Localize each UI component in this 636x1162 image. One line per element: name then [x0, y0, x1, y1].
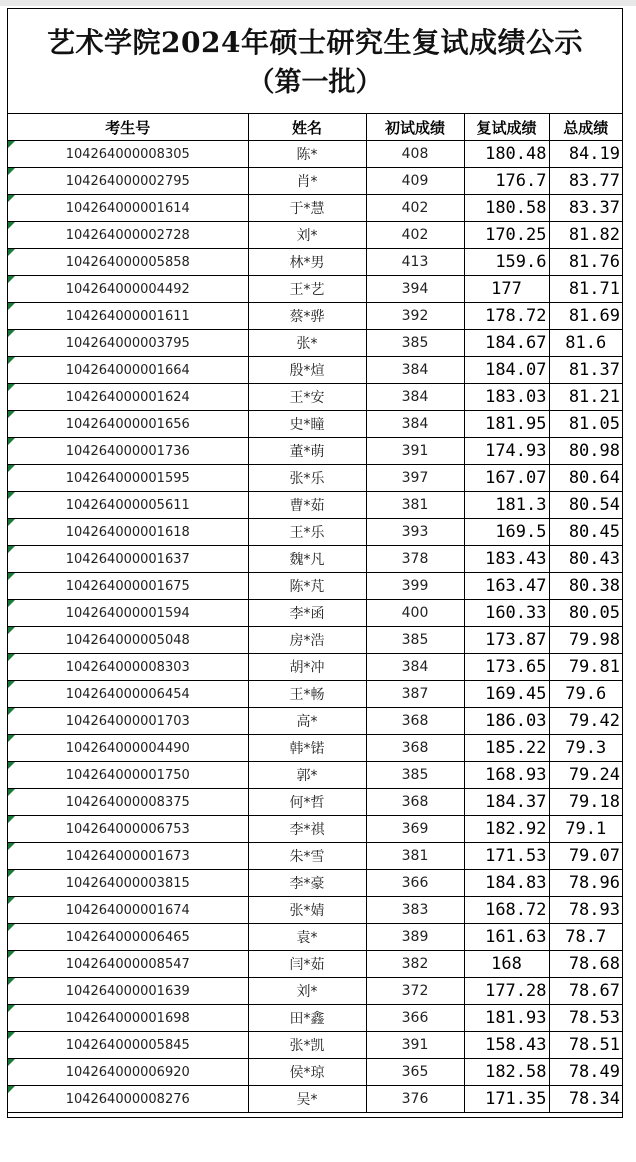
cell-exam-id[interactable]: 104264000004490	[8, 735, 248, 762]
table-row	[8, 627, 622, 654]
cell-total-score[interactable]: 83.77	[549, 168, 622, 195]
table-row	[8, 708, 622, 735]
cell-exam-id[interactable]: 104264000001674	[8, 897, 248, 924]
table-row	[8, 1059, 622, 1086]
table-row	[8, 411, 622, 438]
table-row	[8, 438, 622, 465]
table-row	[8, 951, 622, 978]
table-row	[8, 330, 622, 357]
cell-exam-id[interactable]: 104264000006454	[8, 681, 248, 708]
table-row	[8, 303, 622, 330]
cell-retest-score[interactable]: 171.35	[464, 1086, 549, 1113]
cell-initial-score[interactable]: 368	[366, 735, 464, 762]
cell-name[interactable]: 田*鑫	[248, 1005, 366, 1032]
cell-initial-score[interactable]: 366	[366, 870, 464, 897]
cell-name[interactable]: 韩*锘	[248, 735, 366, 762]
cell-retest-score[interactable]: 169.45	[464, 681, 549, 708]
cell-initial-score[interactable]: 408	[366, 141, 464, 168]
cell-total-score[interactable]: 78.7	[549, 924, 622, 951]
cell-name[interactable]: 郭*	[248, 762, 366, 789]
score-sheet	[7, 8, 623, 1118]
cell-retest-score[interactable]: 171.53	[464, 843, 549, 870]
cell-initial-score[interactable]: 384	[366, 654, 464, 681]
cell-name[interactable]: 李*豪	[248, 870, 366, 897]
cell-exam-id[interactable]: 104264000008547	[8, 951, 248, 978]
table-row	[8, 924, 622, 951]
cell-name[interactable]: 王*艺	[248, 276, 366, 303]
col-header-initial-score[interactable]: 初试成绩	[366, 114, 464, 141]
cell-name[interactable]: 刘*	[248, 222, 366, 249]
cell-retest-score[interactable]: 168.93	[464, 762, 549, 789]
table-row	[8, 573, 622, 600]
cell-exam-id[interactable]: 104264000003795	[8, 330, 248, 357]
top-strip	[0, 0, 636, 6]
table-row	[8, 681, 622, 708]
cell-name[interactable]: 何*哲	[248, 789, 366, 816]
sheet-tail	[8, 1113, 622, 1117]
cell-total-score[interactable]: 81.05	[549, 411, 622, 438]
cell-total-score[interactable]: 79.81	[549, 654, 622, 681]
cell-total-score[interactable]: 79.24	[549, 762, 622, 789]
cell-retest-score[interactable]: 159.6	[464, 249, 549, 276]
cell-exam-id[interactable]: 104264000001673	[8, 843, 248, 870]
cell-total-score[interactable]: 78.67	[549, 978, 622, 1005]
cell-initial-score[interactable]: 387	[366, 681, 464, 708]
table-row	[8, 141, 622, 168]
cell-retest-score[interactable]: 183.03	[464, 384, 549, 411]
cell-total-score[interactable]: 84.19	[549, 141, 622, 168]
cell-retest-score[interactable]: 182.92	[464, 816, 549, 843]
cell-name[interactable]: 陈*芃	[248, 573, 366, 600]
table-row	[8, 816, 622, 843]
score-table-body	[8, 141, 622, 1113]
cell-exam-id[interactable]: 104264000001614	[8, 195, 248, 222]
cell-retest-score[interactable]: 182.58	[464, 1059, 549, 1086]
cell-retest-score[interactable]: 180.58	[464, 195, 549, 222]
cell-name[interactable]: 张*	[248, 330, 366, 357]
cell-name[interactable]: 刘*	[248, 978, 366, 1005]
col-header-total-score[interactable]: 总成绩	[549, 114, 622, 141]
cell-retest-score[interactable]: 176.7	[464, 168, 549, 195]
table-row	[8, 276, 622, 303]
cell-name[interactable]: 王*安	[248, 384, 366, 411]
table-row	[8, 222, 622, 249]
cell-name[interactable]: 高*	[248, 708, 366, 735]
cell-total-score[interactable]: 83.37	[549, 195, 622, 222]
cell-name[interactable]: 袁*	[248, 924, 366, 951]
cell-total-score[interactable]: 81.71	[549, 276, 622, 303]
cell-initial-score[interactable]: 385	[366, 330, 464, 357]
cell-name[interactable]: 陈*	[248, 141, 366, 168]
cell-total-score[interactable]: 79.98	[549, 627, 622, 654]
cell-name[interactable]: 张*婧	[248, 897, 366, 924]
cell-exam-id[interactable]: 104264000001664	[8, 357, 248, 384]
table-row	[8, 168, 622, 195]
table-row	[8, 519, 622, 546]
cell-name[interactable]: 魏*凡	[248, 546, 366, 573]
cell-exam-id[interactable]: 104264000005845	[8, 1032, 248, 1059]
cell-total-score[interactable]: 78.49	[549, 1059, 622, 1086]
table-row	[8, 978, 622, 1005]
header-row	[8, 114, 622, 141]
cell-retest-score[interactable]: 180.48	[464, 141, 549, 168]
cell-exam-id[interactable]: 104264000001750	[8, 762, 248, 789]
cell-initial-score[interactable]: 391	[366, 1032, 464, 1059]
cell-retest-score[interactable]: 161.63	[464, 924, 549, 951]
cell-exam-id[interactable]: 104264000005611	[8, 492, 248, 519]
cell-retest-score[interactable]: 184.37	[464, 789, 549, 816]
cell-total-score[interactable]: 79.42	[549, 708, 622, 735]
cell-exam-id[interactable]: 104264000008303	[8, 654, 248, 681]
table-row	[8, 654, 622, 681]
cell-name[interactable]: 林*男	[248, 249, 366, 276]
table-row	[8, 789, 622, 816]
cell-initial-score[interactable]: 402	[366, 222, 464, 249]
cell-total-score[interactable]: 78.34	[549, 1086, 622, 1113]
col-header-exam-id[interactable]: 考生号	[8, 114, 248, 141]
cell-retest-score[interactable]: 160.33	[464, 600, 549, 627]
cell-name[interactable]: 王*畅	[248, 681, 366, 708]
cell-exam-id[interactable]: 104264000004492	[8, 276, 248, 303]
cell-total-score[interactable]: 79.3	[549, 735, 622, 762]
cell-exam-id[interactable]: 104264000001703	[8, 708, 248, 735]
cell-name[interactable]: 李*函	[248, 600, 366, 627]
cell-name[interactable]: 王*乐	[248, 519, 366, 546]
cell-initial-score[interactable]: 384	[366, 411, 464, 438]
cell-name[interactable]: 朱*雪	[248, 843, 366, 870]
cell-total-score[interactable]: 80.38	[549, 573, 622, 600]
cell-exam-id[interactable]: 104264000001639	[8, 978, 248, 1005]
cell-retest-score[interactable]: 177	[464, 276, 549, 303]
cell-exam-id[interactable]: 104264000001624	[8, 384, 248, 411]
cell-retest-score[interactable]: 185.22	[464, 735, 549, 762]
cell-total-score[interactable]: 79.18	[549, 789, 622, 816]
cell-exam-id[interactable]: 104264000001675	[8, 573, 248, 600]
cell-initial-score[interactable]: 402	[366, 195, 464, 222]
cell-name[interactable]: 胡*冲	[248, 654, 366, 681]
cell-initial-score[interactable]: 381	[366, 843, 464, 870]
cell-exam-id[interactable]: 104264000008276	[8, 1086, 248, 1113]
table-row	[8, 492, 622, 519]
cell-exam-id[interactable]: 104264000005048	[8, 627, 248, 654]
cell-initial-score[interactable]: 368	[366, 789, 464, 816]
cell-name[interactable]: 房*浩	[248, 627, 366, 654]
cell-exam-id[interactable]: 104264000002728	[8, 222, 248, 249]
cell-retest-score[interactable]: 184.83	[464, 870, 549, 897]
table-row	[8, 600, 622, 627]
cell-total-score[interactable]: 79.6	[549, 681, 622, 708]
cell-initial-score[interactable]: 385	[366, 627, 464, 654]
cell-initial-score[interactable]: 409	[366, 168, 464, 195]
cell-retest-score[interactable]: 173.87	[464, 627, 549, 654]
cell-retest-score[interactable]: 167.07	[464, 465, 549, 492]
cell-retest-score[interactable]: 178.72	[464, 303, 549, 330]
cell-retest-score[interactable]: 184.67	[464, 330, 549, 357]
cell-total-score[interactable]: 81.21	[549, 384, 622, 411]
cell-retest-score[interactable]: 173.65	[464, 654, 549, 681]
cell-total-score[interactable]: 78.51	[549, 1032, 622, 1059]
cell-initial-score[interactable]: 399	[366, 573, 464, 600]
cell-name[interactable]: 于*慧	[248, 195, 366, 222]
cell-exam-id[interactable]: 104264000006465	[8, 924, 248, 951]
cell-exam-id[interactable]: 104264000001595	[8, 465, 248, 492]
cell-exam-id[interactable]: 104264000002795	[8, 168, 248, 195]
cell-name[interactable]: 张*乐	[248, 465, 366, 492]
cell-initial-score[interactable]: 385	[366, 762, 464, 789]
cell-exam-id[interactable]: 104264000001698	[8, 1005, 248, 1032]
cell-total-score[interactable]: 80.54	[549, 492, 622, 519]
cell-name[interactable]: 肖*	[248, 168, 366, 195]
table-row	[8, 870, 622, 897]
cell-name[interactable]: 史*瞳	[248, 411, 366, 438]
cell-name[interactable]: 董*萌	[248, 438, 366, 465]
cell-exam-id[interactable]: 104264000001618	[8, 519, 248, 546]
col-header-name[interactable]: 姓名	[248, 114, 366, 141]
table-row	[8, 384, 622, 411]
cell-retest-score[interactable]: 181.3	[464, 492, 549, 519]
score-table	[8, 114, 622, 1113]
cell-initial-score[interactable]: 372	[366, 978, 464, 1005]
cell-total-score[interactable]: 81.82	[549, 222, 622, 249]
table-row	[8, 843, 622, 870]
cell-total-score[interactable]: 80.45	[549, 519, 622, 546]
cell-initial-score[interactable]: 384	[366, 384, 464, 411]
col-header-retest-score[interactable]: 复试成绩	[464, 114, 549, 141]
table-row	[8, 1005, 622, 1032]
cell-retest-score[interactable]: 163.47	[464, 573, 549, 600]
cell-retest-score[interactable]: 181.93	[464, 1005, 549, 1032]
cell-total-score[interactable]: 79.07	[549, 843, 622, 870]
table-row	[8, 195, 622, 222]
cell-total-score[interactable]: 78.53	[549, 1005, 622, 1032]
cell-retest-score[interactable]: 170.25	[464, 222, 549, 249]
cell-exam-id[interactable]: 104264000008305	[8, 141, 248, 168]
cell-initial-score[interactable]: 397	[366, 465, 464, 492]
table-row	[8, 465, 622, 492]
table-row	[8, 249, 622, 276]
cell-retest-score[interactable]: 168.72	[464, 897, 549, 924]
cell-initial-score[interactable]: 400	[366, 600, 464, 627]
cell-total-score[interactable]: 81.69	[549, 303, 622, 330]
cell-total-score[interactable]: 80.98	[549, 438, 622, 465]
cell-total-score[interactable]: 78.96	[549, 870, 622, 897]
cell-retest-score[interactable]: 183.43	[464, 546, 549, 573]
cell-exam-id[interactable]: 104264000005858	[8, 249, 248, 276]
cell-retest-score[interactable]: 169.5	[464, 519, 549, 546]
cell-initial-score[interactable]: 384	[366, 357, 464, 384]
cell-exam-id[interactable]: 104264000001736	[8, 438, 248, 465]
cell-name[interactable]: 闫*茹	[248, 951, 366, 978]
cell-exam-id[interactable]: 104264000001611	[8, 303, 248, 330]
cell-retest-score[interactable]: 184.07	[464, 357, 549, 384]
table-row	[8, 546, 622, 573]
cell-total-score[interactable]: 80.05	[549, 600, 622, 627]
cell-exam-id[interactable]: 104264000006920	[8, 1059, 248, 1086]
table-row	[8, 357, 622, 384]
cell-initial-score[interactable]: 381	[366, 492, 464, 519]
cell-total-score[interactable]: 80.64	[549, 465, 622, 492]
cell-name[interactable]: 李*祺	[248, 816, 366, 843]
cell-initial-score[interactable]: 391	[366, 438, 464, 465]
cell-initial-score[interactable]: 393	[366, 519, 464, 546]
cell-initial-score[interactable]: 378	[366, 546, 464, 573]
cell-retest-score[interactable]: 174.93	[464, 438, 549, 465]
table-row	[8, 735, 622, 762]
cell-retest-score[interactable]: 168	[464, 951, 549, 978]
cell-initial-score[interactable]: 413	[366, 249, 464, 276]
cell-retest-score[interactable]: 177.28	[464, 978, 549, 1005]
cell-total-score[interactable]: 78.68	[549, 951, 622, 978]
cell-initial-score[interactable]: 392	[366, 303, 464, 330]
cell-exam-id[interactable]: 104264000001656	[8, 411, 248, 438]
cell-total-score[interactable]: 81.37	[549, 357, 622, 384]
cell-initial-score[interactable]: 369	[366, 816, 464, 843]
cell-total-score[interactable]: 80.43	[549, 546, 622, 573]
cell-initial-score[interactable]: 376	[366, 1086, 464, 1113]
cell-total-score[interactable]: 81.6	[549, 330, 622, 357]
table-row	[8, 1086, 622, 1113]
cell-initial-score[interactable]: 368	[366, 708, 464, 735]
table-row	[8, 1032, 622, 1059]
cell-initial-score[interactable]: 382	[366, 951, 464, 978]
cell-name[interactable]: 蔡*骅	[248, 303, 366, 330]
cell-name[interactable]: 曹*茹	[248, 492, 366, 519]
cell-exam-id[interactable]: 104264000001637	[8, 546, 248, 573]
cell-initial-score[interactable]: 383	[366, 897, 464, 924]
cell-exam-id[interactable]: 104264000003815	[8, 870, 248, 897]
cell-name[interactable]: 殷*煊	[248, 357, 366, 384]
cell-initial-score[interactable]: 394	[366, 276, 464, 303]
cell-total-score[interactable]: 78.93	[549, 897, 622, 924]
cell-retest-score[interactable]: 186.03	[464, 708, 549, 735]
page-subtitle: （第一批）	[247, 67, 383, 98]
cell-initial-score[interactable]: 366	[366, 1005, 464, 1032]
cell-total-score[interactable]: 79.1	[549, 816, 622, 843]
cell-initial-score[interactable]: 389	[366, 924, 464, 951]
page-title: 艺术学院2024年硕士研究生复试成绩公示	[47, 26, 583, 59]
cell-name[interactable]: 侯*琼	[248, 1059, 366, 1086]
cell-initial-score[interactable]: 365	[366, 1059, 464, 1086]
table-row	[8, 897, 622, 924]
cell-exam-id[interactable]: 104264000006753	[8, 816, 248, 843]
cell-exam-id[interactable]: 104264000001594	[8, 600, 248, 627]
cell-retest-score[interactable]: 158.43	[464, 1032, 549, 1059]
cell-exam-id[interactable]: 104264000008375	[8, 789, 248, 816]
cell-name[interactable]: 吴*	[248, 1086, 366, 1113]
cell-name[interactable]: 张*凯	[248, 1032, 366, 1059]
cell-retest-score[interactable]: 181.95	[464, 411, 549, 438]
table-row	[8, 762, 622, 789]
sheet-title	[8, 9, 622, 114]
cell-total-score[interactable]: 81.76	[549, 249, 622, 276]
